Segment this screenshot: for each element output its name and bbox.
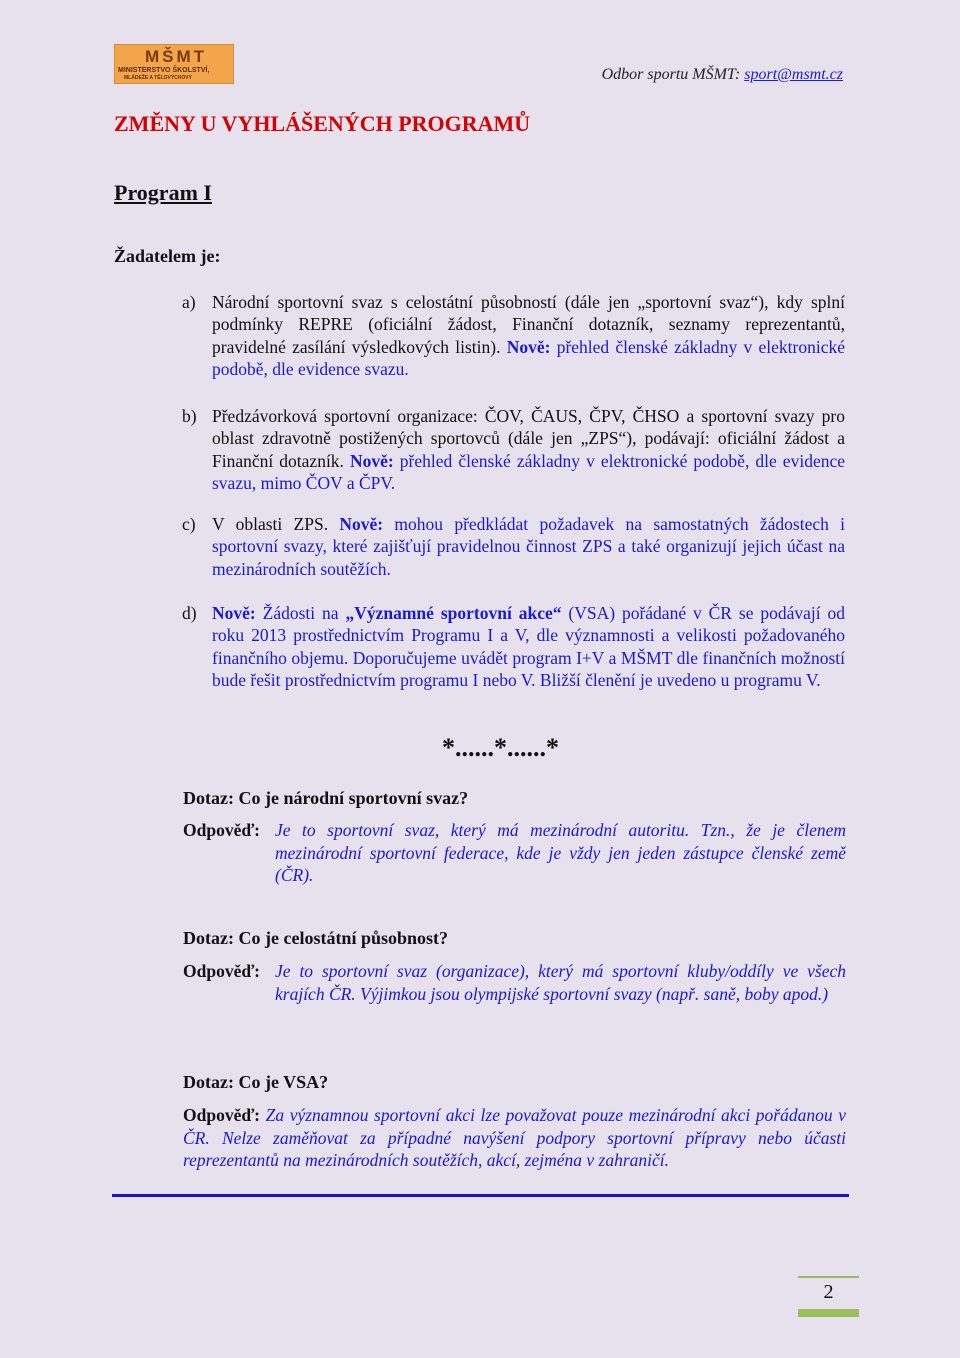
item-label: d) [182, 603, 197, 623]
item-highlight: „Významné sportovní akce“ [345, 603, 562, 623]
item-text [212, 291, 845, 380]
answer-label: Odpověď: [183, 961, 261, 981]
answer-text: Je to sportovní svaz (organizace), který má sportovní kluby/oddíly ve všech krajích ČR. Výjimkou jsou olympijské sportovní svazy (např. saně, boby apod.) [275, 961, 846, 1004]
question-2: Dotaz: Co je celostátní působnost? [183, 928, 448, 948]
answer-label: Odpověď: [183, 1105, 261, 1125]
item-label: a) [182, 292, 196, 312]
item-body: Předzávorková sportovní organizace: ČOV, ČAUS, ČPV, ČHSO a sportovní svazy pro oblast zdravotně postižených sportovců (dále jen „ZPS“), podávají: oficiální žádost a Finanční dotazník. [212, 406, 845, 471]
item-label: b) [182, 406, 197, 426]
new-label: Nově: [339, 514, 384, 534]
list-item-a [182, 291, 845, 380]
applicant-heading: Žadatelem je: [114, 246, 221, 266]
answer-text: Za významnou sportovní akci lze považovat pouze mezinárodní akci pořádanou v ČR. Nelze zaměňovat za případné navýšení podpory sportovní přípravy nebo účasti reprezentantů na mezinárodních soutěžích, akcí, zejména v zahraničí. [183, 1105, 846, 1170]
program-heading: Program I [114, 180, 212, 205]
logo-line-1: MINISTERSTVO ŠKOLSTVÍ, [118, 67, 210, 74]
section-separator: *......*......* [442, 733, 559, 762]
item-text [212, 513, 845, 580]
new-text: mohou předkládat požadavek na samostatných žádostech i sportovní svazy, které zajišťují pravidelnou činnost ZPS a také organizují jejich účast na mezinárodních soutěžích. [212, 514, 846, 579]
page-number-bottom-bar [798, 1309, 859, 1317]
logo-line-2: MLÁDEŽE A TĚLOVÝCHOVY [124, 75, 192, 81]
answer-text: Je to sportovní svaz, který má mezinárodní autoritu. Tzn., že je členem mezinárodní sportovní federace, kde je vždy jen jeden zástupce členské země (ČR). [275, 820, 846, 885]
new-label: Nově: [506, 336, 551, 357]
answer-2 [183, 960, 846, 1005]
answer-1 [183, 819, 846, 887]
new-text: přehled členské základny v elektronické podobě, dle evidence svazu, mimo ČOV a ČPV. [212, 450, 845, 493]
header-contact [602, 66, 843, 84]
question-1: Dotaz: Co je národní sportovní svaz? [183, 788, 469, 808]
footer-rule [112, 1194, 849, 1197]
page-number-top-bar [798, 1276, 859, 1278]
msmt-logo [114, 44, 234, 84]
page-title: ZMĚNY U VYHLÁŠENÝCH PROGRAMŮ [114, 111, 531, 136]
department-label: Odbor sportu MŠMT: [601, 66, 741, 83]
item-body-part2: (VSA) pořádané v ČR se podávají od roku 2013 prostřednictvím Programu I a V, dle významnosti a velikosti požadovaného finančního objemu. Doporučujeme uvádět program I+V a MŠMT dle finančních možností bude řešit prostřednictvím programu I nebo V. Bližší členění je uvedeno u programu V. [212, 603, 846, 690]
list-item-d [182, 602, 845, 691]
list-item-c [182, 513, 845, 580]
item-text [212, 602, 845, 691]
logo-mark: MŠMT [145, 47, 208, 66]
new-label: Nově: [212, 603, 256, 623]
new-label: Nově: [350, 450, 394, 471]
question-3: Dotaz: Co je VSA? [183, 1072, 329, 1092]
list-item-b [182, 405, 845, 494]
item-body-part1: Žádosti na [262, 603, 339, 623]
item-body: V oblasti ZPS. [212, 514, 329, 534]
email-link[interactable]: sport@msmt.cz [744, 66, 843, 83]
answer-3 [183, 1104, 846, 1172]
answer-label: Odpověď: [183, 820, 261, 840]
new-text: přehled členské základny v elektronické podobě, dle evidence svazu. [212, 336, 845, 379]
item-body: Národní sportovní svaz s celostátní působností (dále jen „sportovní svaz“), kdy splní podmínky REPRE (oficiální žádost, Finanční dotazník, seznamy reprezentantů, pravidelné zasílání výsledkových listin). [212, 292, 845, 357]
item-label: c) [182, 514, 196, 534]
item-text [212, 405, 845, 494]
page-number: 2 [823, 1281, 834, 1303]
